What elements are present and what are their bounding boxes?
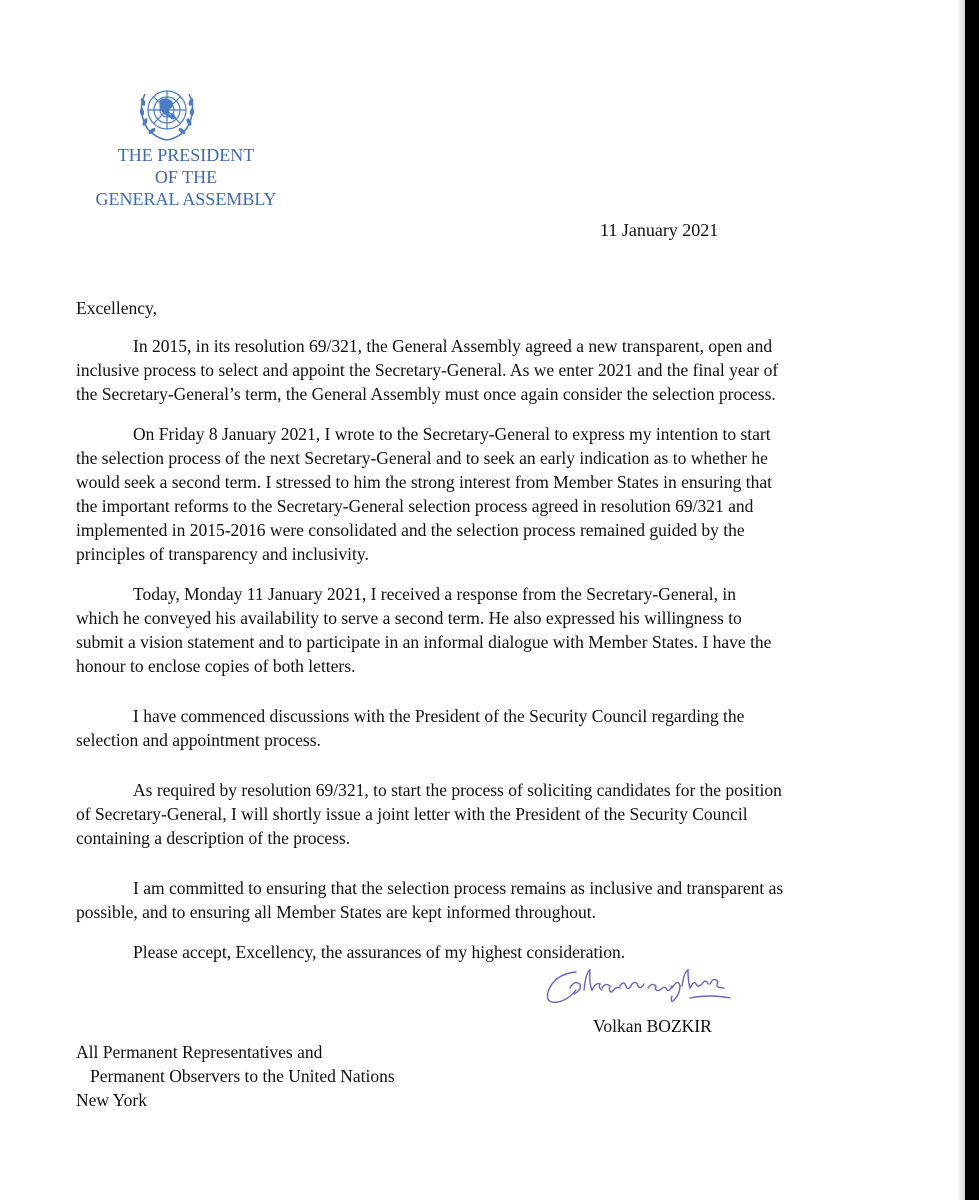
- paragraph-line: As required by resolution 69/321, to start the process of soliciting candidates for the position: [133, 780, 782, 800]
- addressee-line: New York: [76, 1090, 147, 1110]
- paragraph: [76, 704, 856, 752]
- paragraph-line: the Secretary-General’s term, the General Assembly must once again consider the selection process.: [76, 384, 776, 404]
- paragraph-line: of Secretary-General, I will shortly issue a joint letter with the President of the Security Council: [76, 804, 748, 824]
- paragraph-line: I have commenced discussions with the President of the Security Council regarding the: [133, 706, 745, 726]
- letter-date: 11 January 2021: [600, 220, 719, 240]
- letter-body: [76, 296, 856, 964]
- paragraph-line: possible, and to ensuring all Member States are kept informed throughout.: [76, 902, 597, 922]
- paragraph-line: honour to enclose copies of both letters.: [76, 656, 356, 676]
- paragraph: [76, 334, 856, 406]
- addressee-line: All Permanent Representatives and: [76, 1042, 323, 1062]
- paragraph-line: containing a description of the process.: [76, 828, 351, 848]
- addressee-block: [76, 1040, 395, 1112]
- paragraph-line: Today, Monday 11 January 2021, I received a response from the Secretary-General, in: [133, 584, 736, 604]
- paragraph: [76, 778, 856, 850]
- paragraph-line: inclusive process to select and appoint the Secretary-General. As we enter 2021 and the final year of: [76, 360, 779, 380]
- letterhead-line: OF THE: [154, 167, 218, 187]
- paragraph-line: submit a vision statement and to participate in an informal dialogue with Member States. I have the: [76, 632, 772, 652]
- paragraph-line: would seek a second term. I stressed to him the strong interest from Member States in ensuring that: [76, 472, 772, 492]
- closing: [76, 940, 856, 964]
- letterhead-title: [76, 144, 296, 210]
- paragraph-line: On Friday 8 January 2021, I wrote to the Secretary-General to express my intention to start: [133, 424, 771, 444]
- paragraph-line: Please accept, Excellency, the assurances of my highest consideration.: [133, 942, 626, 962]
- paragraph-line: implemented in 2015-2016 were consolidated and the selection process remained guided by the: [76, 520, 745, 540]
- salutation: Excellency,: [76, 298, 157, 318]
- addressee-line: Permanent Observers to the United Nations: [90, 1066, 395, 1086]
- paragraph-line: principles of transparency and inclusivity.: [76, 544, 369, 564]
- paragraph-line: the important reforms to the Secretary-General selection process agreed in resolution 69/321 and: [76, 496, 754, 516]
- handwritten-signature: [540, 962, 750, 1008]
- paragraph: [76, 876, 856, 924]
- signer-name: Volkan BOZKIR: [593, 1016, 712, 1036]
- un-emblem-icon: [131, 80, 203, 144]
- paragraph-line: which he conveyed his availability to serve a second term. He also expressed his willingness to: [76, 608, 742, 628]
- paragraph-line: In 2015, in its resolution 69/321, the General Assembly agreed a new transparent, open and: [133, 336, 773, 356]
- screen-border: [965, 0, 979, 1200]
- letterhead-line: GENERAL ASSEMBLY: [95, 189, 277, 209]
- paragraph-line: selection and appointment process.: [76, 730, 321, 750]
- paragraph-line: I am committed to ensuring that the selection process remains as inclusive and transparent as: [133, 878, 784, 898]
- paragraph: [76, 582, 856, 678]
- page-edge-shadow: [957, 0, 965, 1200]
- paragraph: [76, 422, 856, 566]
- letterhead-line: THE PRESIDENT: [117, 145, 255, 165]
- paragraph-line: the selection process of the next Secretary-General and to seek an early indication as to whether he: [76, 448, 768, 468]
